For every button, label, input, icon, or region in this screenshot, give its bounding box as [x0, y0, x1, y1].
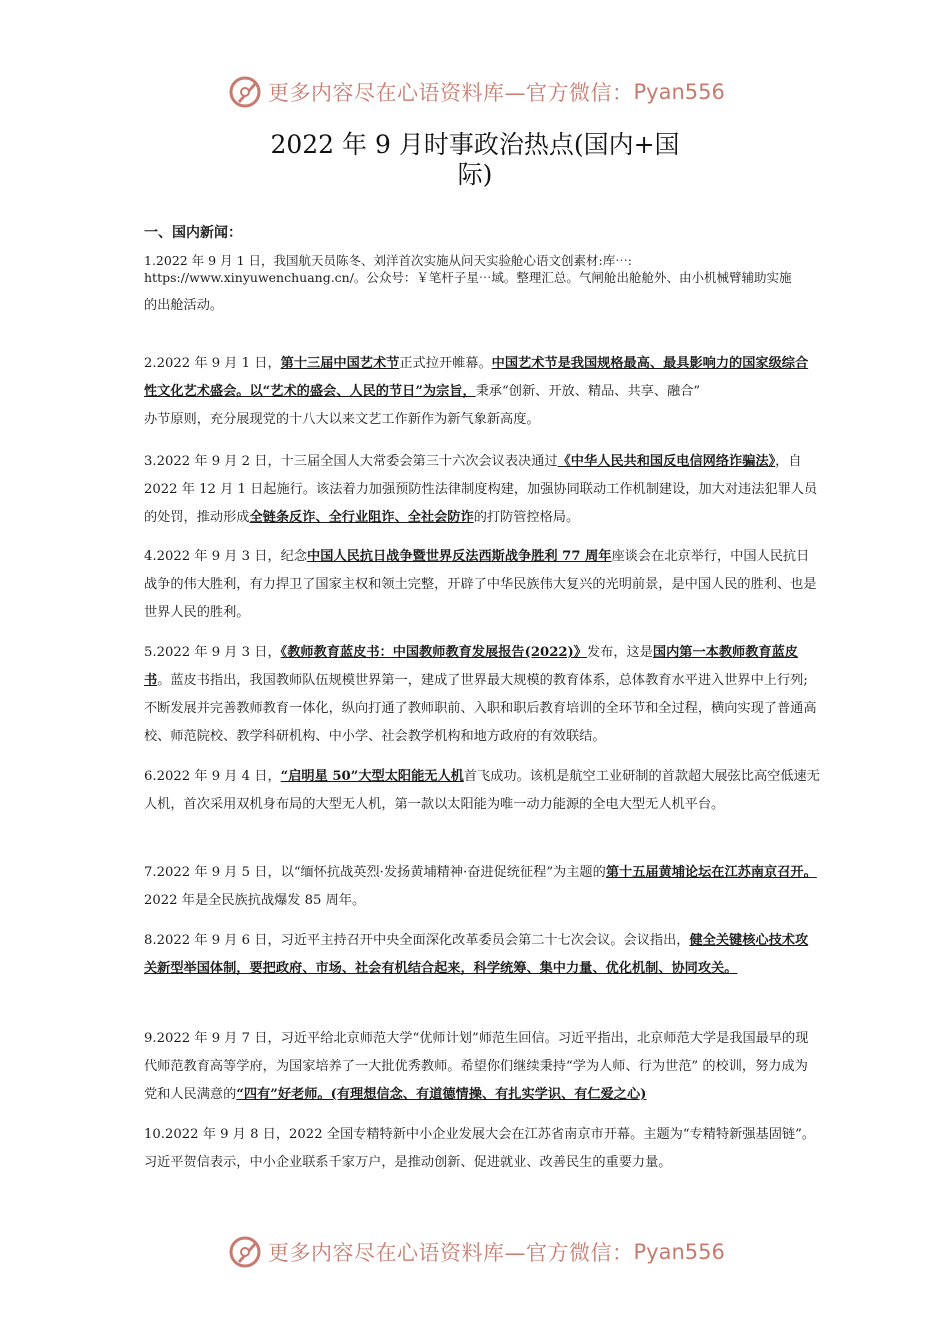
- item-2-text-a: 2.2022 年 9 月 1 日，: [144, 356, 281, 371]
- item-2-highlight-1: 第十三届中国艺术节: [280, 356, 400, 371]
- news-item-8: [144, 927, 820, 983]
- news-item-5: [144, 639, 820, 751]
- footer-banner: [228, 1230, 728, 1274]
- item-4-text-a: 4.2022 年 9 月 3 日，纪念: [144, 549, 308, 564]
- item-8-highlight-1: 健全关键核心技术攻关新型举国体制，要把政府、市场、社会有机结合起来，科学统筹、集中力量、优化机制、协同攻关。: [144, 933, 809, 976]
- item-6-text-a: 6.2022 年 9 月 4 日，: [144, 769, 281, 784]
- item-1-text-c: 的出舱活动。: [144, 298, 224, 313]
- item-5-text-b: 发布，这是: [586, 645, 653, 660]
- item-9-highlight-1: “四有”好老师。(有理想信念、有道德情操、有扎实学识、有仁爱之心): [236, 1087, 647, 1102]
- item-8-text-a: 8.2022 年 9 月 6 日，习近平主持召开中央全面深化改革委员会第二十七次会议。会议指出，: [144, 933, 690, 948]
- item-5-text-a: 5.2022 年 9 月 3 日，: [144, 645, 281, 660]
- item-10-text-a: 10.2022 年 9 月 8 日，2022 全国专精特新中小企业发展大会在江苏省南京市开幕。主题为“专精特新强基固链”。习近平贺信表示，中小企业联系千家万户，是推动创新、促进就业、改善民生的重要力量。: [144, 1127, 816, 1170]
- item-2-text-b: 正式拉开帷幕。: [399, 356, 492, 371]
- news-item-1: [144, 244, 820, 320]
- item-1-text-b: https://www.xinyuwenchuang.cn/。公众号：￥笔杆子星⋯域。整理汇总。气闸舱出舱舱外、由小机械臂辅助实施: [144, 270, 792, 285]
- item-4-highlight-1: 中国人民抗日战争暨世界反法西斯战争胜利 77 周年: [307, 549, 612, 564]
- item-2-text-d: 办节原则，充分展现党的十八大以来文艺工作新作为新气象新高度。: [144, 412, 540, 427]
- news-item-2: [144, 350, 820, 434]
- item-3-text-c: 的打防管控格局。: [473, 510, 580, 525]
- banner-text: 更多内容尽在心语资料库—官方微信：: [268, 1241, 634, 1265]
- item-2-highlight-2: 中国艺术节是我国规格最高、最具影响力的国家级综合性文化艺术盛会。以“艺术的盛会、人民的节日”为宗旨，: [144, 356, 809, 399]
- title-line-1: 2022 年 9 月时事政治热点(国内+国: [270, 130, 680, 159]
- item-6-highlight-1: “启明星 50”大型太阳能无人机: [280, 769, 464, 784]
- news-item-9: [144, 1025, 820, 1109]
- item-7-highlight-1: 第十五届黄埔论坛在江苏南京召开。: [605, 865, 817, 880]
- pen-logo-icon: [228, 75, 262, 109]
- title-line-2: 际): [457, 160, 493, 189]
- item-7-text-b: 2022 年是全民族抗战爆发 85 周年。: [144, 893, 366, 908]
- item-3-text-b: ，自 2022 年 12 月 1 日起施行。该法着力加强预防性法律制度构建，加强协同联动工作机制建设，加大对违法犯罪人员的处罚，推动形成: [144, 454, 818, 525]
- item-5-highlight-2: 国内第一本教师教育蓝皮书: [144, 645, 798, 688]
- item-3-highlight-2: 全链条反诈、全行业阻诈、全社会防诈: [249, 510, 474, 525]
- banner-brand: Pyan556: [633, 1240, 725, 1264]
- news-item-3: [144, 448, 820, 532]
- item-2-text-c: 秉承“创新、开放、精品、共享、融合”: [475, 384, 701, 399]
- document-title: [250, 130, 700, 190]
- news-item-7: [144, 859, 820, 915]
- item-5-text-c: 。蓝皮书指出，我国教师队伍规模世界第一，建成了世界最大规模的教育体系，总体教育水平进入世界中上行列;不断发展并完善教师教育一体化，纵向打通了教师职前、入职和职后教育培训的全环节和全过程，横向实现了普通高校、师范院校、教学科研机构、中小学、社会教学机构和地方政府的有效联结。: [144, 673, 817, 744]
- item-3-text-a: 3.2022 年 9 月 2 日，十三届全国人大常委会第三十六次会议表决通过: [144, 454, 558, 469]
- item-6-text-b: 首飞成功。该机是航空工业研制的首款超大展弦比高空低速无人机，首次采用双机身布局的大型无人机，第一款以太阳能为唯一动力能源的全电大型无人机平台。: [144, 769, 820, 812]
- item-3-highlight-1: 《中华人民共和国反电信网络诈骗法》: [557, 454, 776, 469]
- item-4-text-b: 座谈会在北京举行，中国人民抗日战争的伟大胜利，有力捍卫了国家主权和领土完整，开辟了中华民族伟大复兴的光明前景，是中国人民的胜利、也是世界人民的胜利。: [144, 549, 817, 620]
- news-item-6: [144, 763, 820, 819]
- banner-text: 更多内容尽在心语资料库—官方微信：: [268, 81, 634, 105]
- item-7-text-a: 7.2022 年 9 月 5 日，以“缅怀抗战英烈·发扬黄埔精神·奋进促统征程”为主题的: [144, 865, 606, 880]
- pen-logo-icon: [228, 1235, 262, 1269]
- news-item-10: [144, 1121, 820, 1177]
- news-item-4: [144, 543, 820, 627]
- item-9-text-a: 9.2022 年 9 月 7 日，习近平给北京师范大学“优师计划”师范生回信。习近平指出，北京师范大学是我国最早的现代师范教育高等学府，为国家培养了一大批优秀教师。希望你们继续秉持“学为人师、行为世范” 的校训，努力成为党和人民满意的: [144, 1031, 809, 1102]
- header-banner: [228, 70, 728, 114]
- item-5-highlight-1: 《教师教育蓝皮书：中国教师教育发展报告(2022)》: [280, 645, 587, 660]
- item-1-text-a: 1.2022 年 9 月 1 日，我国航天员陈冬、刘洋首次实施从问天实验舱心语文创素材:库⋯:: [144, 253, 632, 268]
- section-heading: 一、国内新闻：: [144, 225, 242, 241]
- banner-brand: Pyan556: [633, 80, 725, 104]
